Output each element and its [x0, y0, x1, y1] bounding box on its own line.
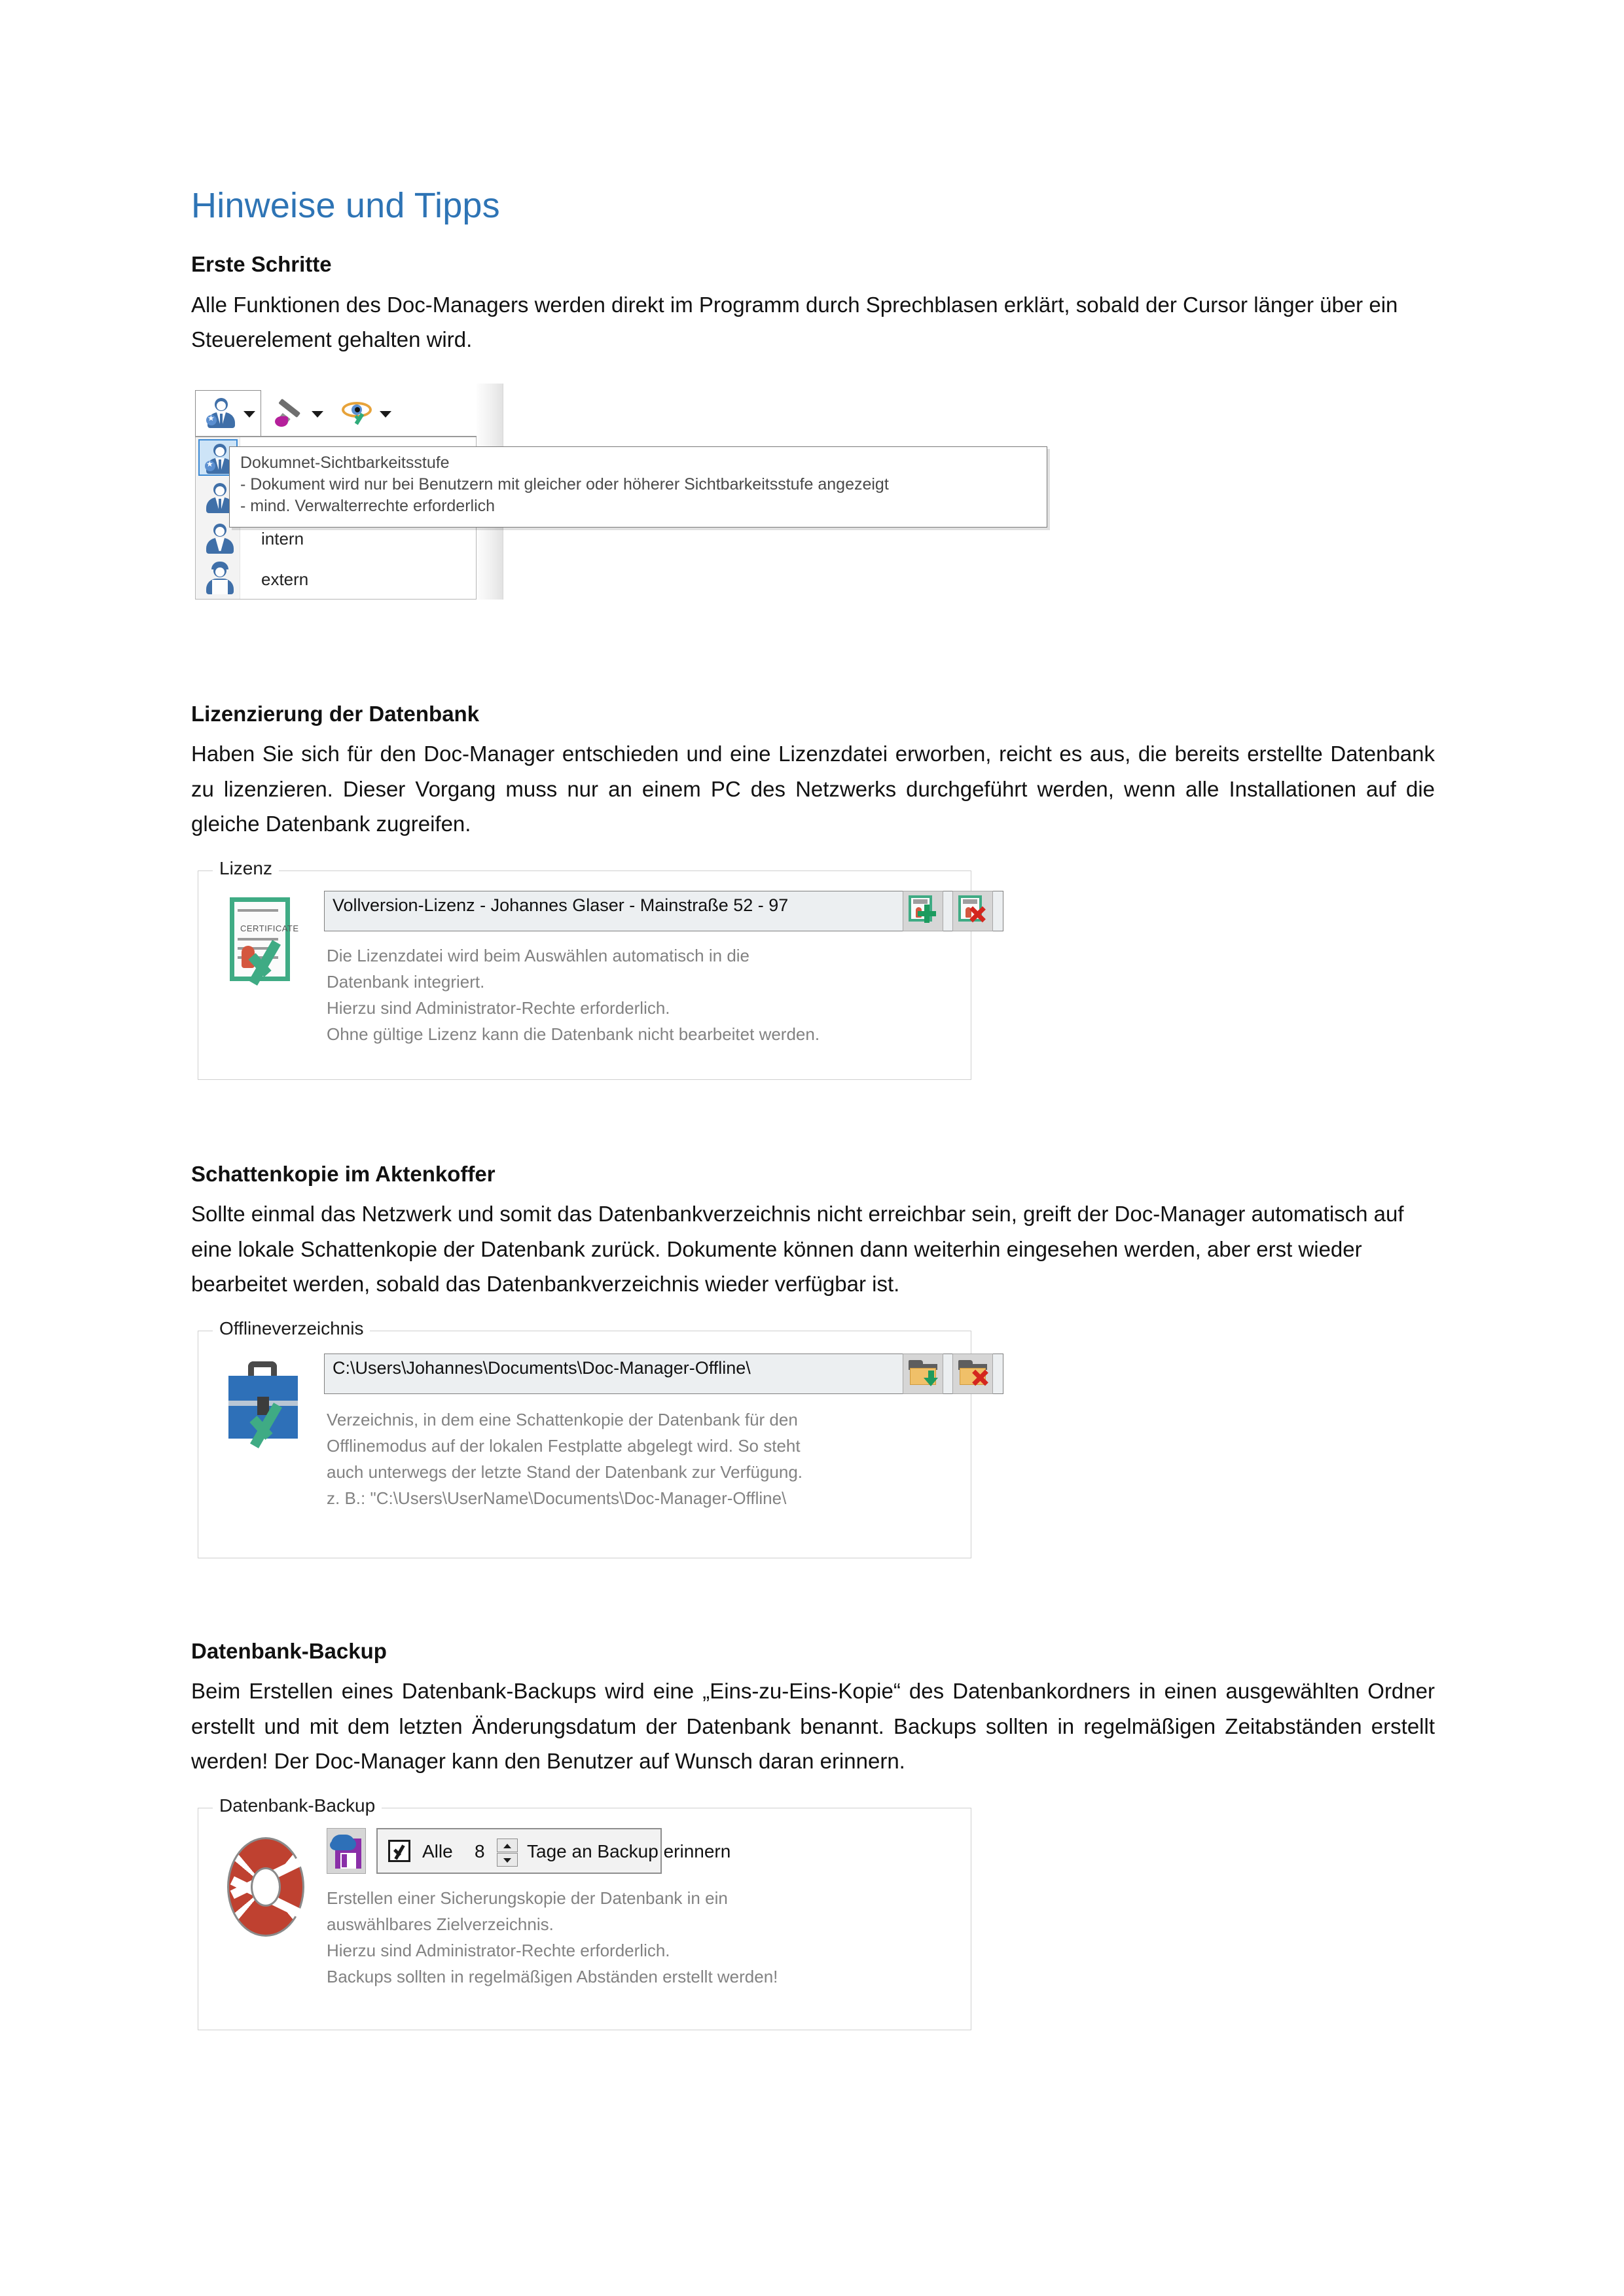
clear-offline-folder-button[interactable] [952, 1354, 993, 1394]
offline-hint-1: Verzeichnis, in dem eine Schattenkopie der Datenbank für den [327, 1409, 798, 1429]
chevron-down-icon[interactable] [380, 411, 391, 418]
certificate-plus-icon [909, 895, 936, 923]
add-license-button[interactable] [903, 891, 943, 931]
stepper-up-button[interactable] [497, 1839, 518, 1852]
brush-icon [272, 395, 306, 429]
lifebuoy-icon [227, 1837, 306, 1939]
offline-hint-3: auch unterwegs der letzte Stand der Datenbank zur Verfügung. [327, 1462, 803, 1482]
certificate-check-icon: CERTIFICATE [226, 895, 304, 999]
certificate-delete-icon [958, 895, 986, 923]
dropdown-item-extern[interactable] [196, 559, 477, 598]
section-schattenkopie [191, 1160, 1435, 1558]
chevron-down-icon[interactable] [244, 411, 255, 418]
license-hint-4: Ohne gültige Lizenz kann die Datenbank nicht bearbeitet werden. [327, 1024, 820, 1044]
figure-offline-wrap [198, 1318, 1435, 1558]
document-content [191, 187, 1435, 2030]
license-hint-3: Hierzu sind Administrator-Rechte erforderlich. [327, 997, 670, 1018]
offline-hint-2: Offlinemodus auf der lokalen Festplatte abgelegt wird. So steht [327, 1435, 801, 1456]
eye-check-icon [340, 395, 374, 429]
toolbar-item-brush[interactable] [272, 395, 306, 432]
section-paragraph: Haben Sie sich für den Doc-Manager entschieden und eine Lizenzdatei erworben, reicht es aus, die bereits erstellte Datenbank zu lizenzieren. Dieser Vorgang muss nur an einem PC des Netzwerks durchgeführt werden, wenn alle Installationen auf die gleiche Datenbank zugreifen. [191, 742, 1435, 836]
groupbox-legend: Datenbank-Backup [213, 1795, 382, 1816]
chevron-down-icon[interactable] [312, 411, 323, 418]
briefcase-check-icon [225, 1360, 306, 1462]
section-datenbank-backup [191, 1637, 1435, 2030]
section-paragraph: Beim Erstellen eines Datenbank-Backups wird eine „Eins-zu-Eins-Kopie“ des Datenbankordners in einen ausgewählten Ordner erstellt und mit dem letzten Änderungsdatum der Datenbank benannt. Backups sollten in regelmäßigen Zeitabständen erstellt werden! Der Doc-Manager kann den Benutzer auf Wunsch daran erinnern. [191, 1679, 1435, 1774]
section-heading: Schattenkopie im Aktenkoffer [191, 1161, 496, 1186]
save-cloud-icon [331, 1833, 363, 1869]
figure-license [198, 857, 971, 1080]
backup-days-stepper[interactable] [497, 1839, 518, 1867]
backup-hint-3: Hierzu sind Administrator-Rechte erforderlich. [327, 1940, 670, 1960]
dropdown-item-label: extern [261, 569, 309, 589]
section-heading: Lizenzierung der Datenbank [191, 701, 480, 726]
toolbar-item-eye[interactable] [340, 395, 374, 432]
figure-visibility-dropdown [195, 384, 889, 616]
backup-reminder-checkbox[interactable] [388, 1840, 410, 1862]
figure-backup [198, 1795, 971, 2030]
section-erste-schritte [191, 250, 1435, 615]
tooltip [229, 446, 1047, 528]
figure-license-wrap [198, 857, 1435, 1080]
stepper-down-button[interactable] [497, 1853, 518, 1867]
backup-hint-2: auswählbares Zielverzeichnis. [327, 1914, 554, 1934]
offline-hint-4: z. B.: "C:\Users\UserName\Documents\Doc-Manager-Offline\ [327, 1488, 787, 1508]
groupbox-legend: Lizenz [213, 858, 279, 879]
tooltip-line-1: - Dokument wird nur bei Benutzern mit gleicher oder höherer Sichtbarkeitsstufe angezeigt [240, 475, 889, 493]
dropdown-item-label: intern [261, 528, 304, 548]
tooltip-line-2: - mind. Verwalterrechte erforderlich [240, 496, 496, 515]
figure-backup-wrap [198, 1795, 1435, 2030]
create-backup-button[interactable] [327, 1828, 366, 1874]
backup-reminder-days-value[interactable]: 8 [475, 1840, 485, 1861]
backup-hint-1: Erstellen einer Sicherungskopie der Datenbank in ein [327, 1888, 728, 1908]
person-visibility-icon [204, 395, 238, 429]
backup-reminder-suffix: Tage an Backup erinnern [527, 1840, 731, 1861]
choose-offline-folder-button[interactable] [903, 1354, 943, 1394]
backup-reminder-prefix: Alle [422, 1840, 453, 1861]
section-paragraph: Alle Funktionen des Doc-Managers werden direkt im Programm durch Sprechblasen erklärt, sobald der Cursor länger über ein Steuerelement gehalten wird. [191, 292, 1398, 352]
license-hint-1: Die Lizenzdatei wird beim Auswählen automatisch in die [327, 945, 750, 965]
backup-reminder-bar[interactable] [376, 1828, 731, 1874]
license-hint-2: Datenbank integriert. [327, 971, 485, 992]
folder-delete-icon [958, 1360, 988, 1386]
section-lizenzierung [191, 700, 1435, 1080]
groupbox-legend: Offlineverzeichnis [213, 1318, 370, 1339]
toolbar-item-visibility[interactable] [204, 395, 238, 432]
tooltip-title: Dokumnet-Sichtbarkeitsstufe [240, 453, 450, 472]
remove-license-button[interactable] [952, 891, 993, 931]
offline-folder-field[interactable]: C:\Users\Johannes\Documents\Doc-Manager-Offline\ [324, 1354, 1003, 1394]
toolbar [195, 390, 477, 437]
person-external-icon [203, 562, 233, 592]
license-file-field[interactable]: Vollversion-Lizenz - Johannes Glaser - Mainstraße 52 - 97 [324, 891, 1003, 931]
section-paragraph: Sollte einmal das Netzwerk und somit das Datenbankverzeichnis nicht erreichbar sein, greift der Doc-Manager automatisch auf eine lokale Schattenkopie der Datenbank zurück. Dokumente können dann weiterhin eingesehen werden, aber erst wieder bearbeitet werden, sobald das Datenbankverzeichnis wieder verfügbar ist. [191, 1202, 1404, 1297]
section-heading: Datenbank-Backup [191, 1638, 387, 1663]
backup-hint-4: Backups sollten in regelmäßigen Abständen erstellt werden! [327, 1966, 778, 1986]
section-heading: Erste Schritte [191, 252, 332, 277]
figure-offline [198, 1318, 971, 1558]
page-title: Hinweise und Tipps [191, 186, 500, 225]
folder-download-icon [909, 1360, 939, 1386]
